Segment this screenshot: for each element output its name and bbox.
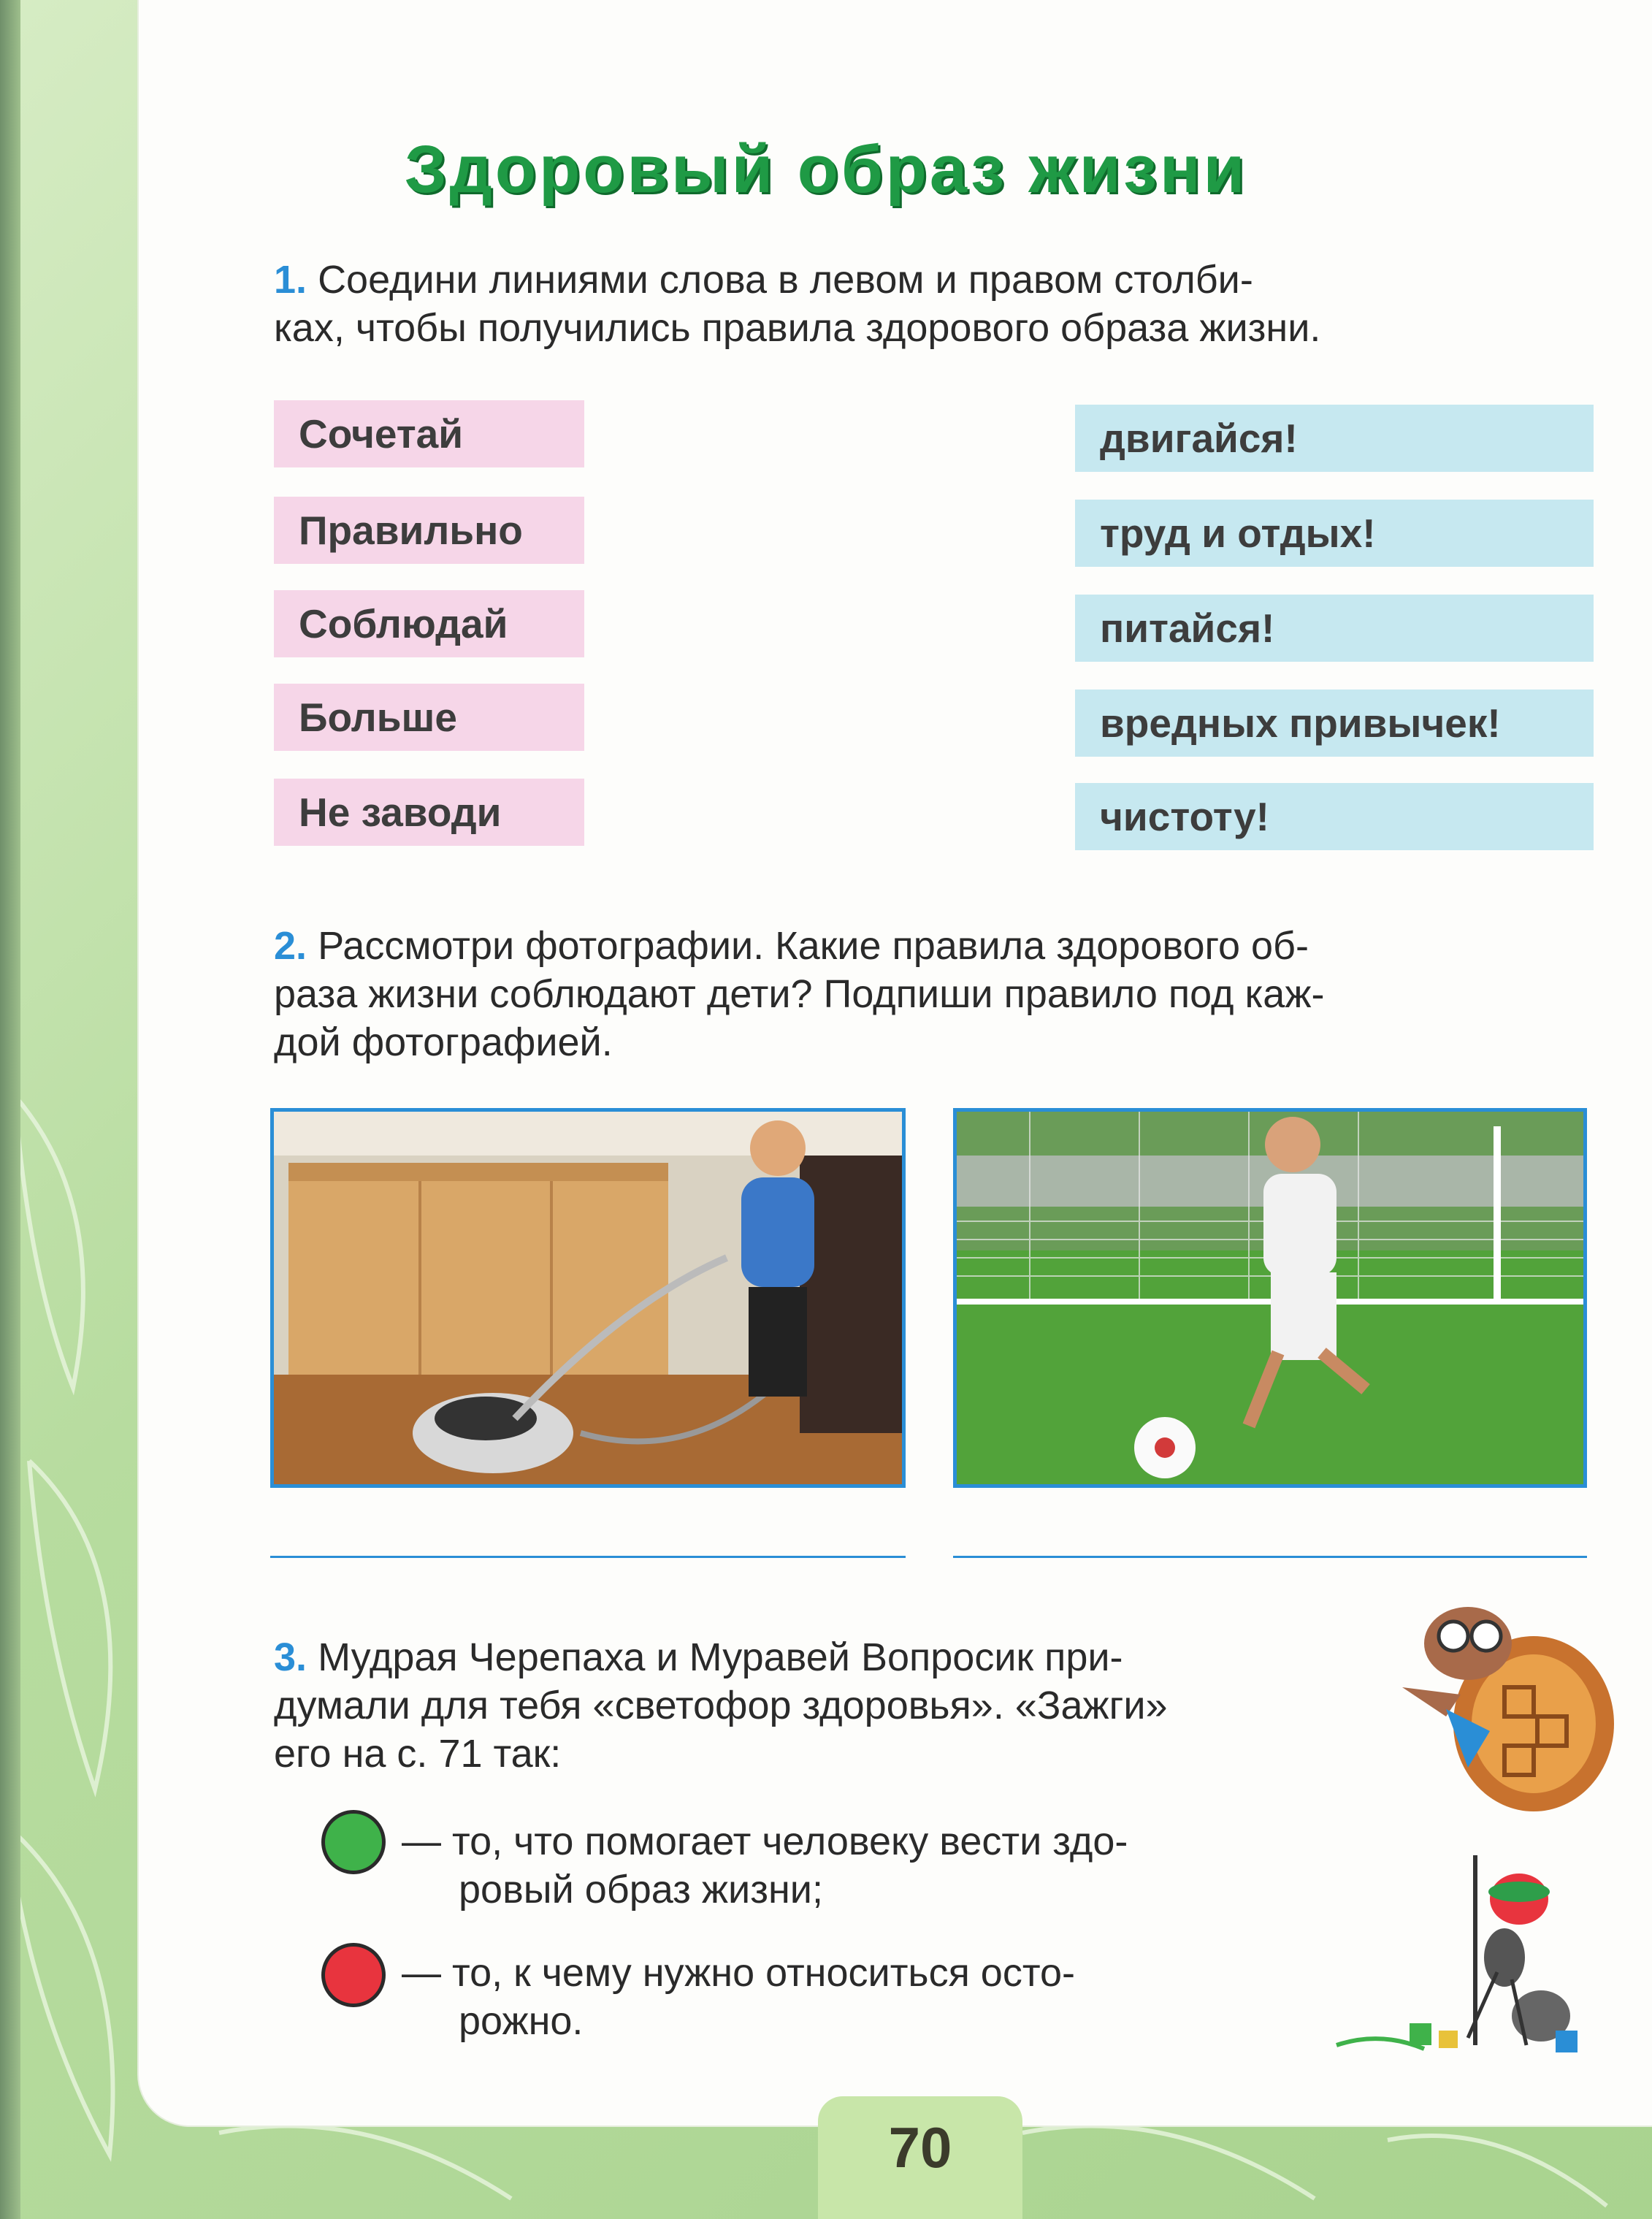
left-word-5[interactable]: Не заводи xyxy=(274,779,584,846)
task3-line1: Мудрая Черепаха и Муравей Вопросик при- xyxy=(318,1635,1123,1679)
green-light-text xyxy=(402,1817,1355,1914)
task1-line1: Соедини линиями слова в левом и правом столби- xyxy=(318,258,1253,302)
task3-number: 3. xyxy=(274,1635,307,1679)
task1-number: 1. xyxy=(274,258,307,302)
page-number: 70 xyxy=(888,2115,952,2180)
red-line1: — то, к чему нужно относиться осто- xyxy=(402,1951,1075,1995)
left-word-4[interactable]: Больше xyxy=(274,684,584,751)
right-word-3[interactable]: питайся! xyxy=(1075,595,1594,662)
football-illustration xyxy=(957,1112,1583,1484)
right-word-4[interactable]: вредных привычек! xyxy=(1075,690,1594,757)
red-light-text xyxy=(402,1949,1355,2045)
red-line2: рожно. xyxy=(459,1999,584,2043)
green-light-circle xyxy=(321,1810,386,1874)
task1-text xyxy=(274,256,1596,352)
right-word-2[interactable]: труд и отдых! xyxy=(1075,500,1594,567)
answer-line-1[interactable] xyxy=(270,1556,906,1558)
task2-line1: Рассмотри фотографии. Какие правила здорового об- xyxy=(318,924,1309,968)
task2-line2: раза жизни соблюдают дети? Подпиши правило под каж- xyxy=(274,972,1325,1016)
photo-vacuuming xyxy=(270,1108,906,1488)
task2-number: 2. xyxy=(274,924,307,968)
task3-text xyxy=(274,1633,1358,1778)
green-line1: — то, что помогает человеку вести здо- xyxy=(402,1819,1128,1863)
left-word-1[interactable]: Сочетай xyxy=(274,400,584,467)
right-word-1[interactable]: двигайся! xyxy=(1075,405,1594,472)
task2-line3: дой фотографией. xyxy=(274,1020,613,1064)
task3-line3: его на с. 71 так: xyxy=(274,1732,562,1776)
red-light-circle xyxy=(321,1943,386,2007)
answer-line-2[interactable] xyxy=(953,1556,1587,1558)
photo-football xyxy=(953,1108,1587,1488)
green-line2: ровый образ жизни; xyxy=(459,1868,823,1911)
task2-text xyxy=(274,922,1596,1066)
book-spine xyxy=(0,0,20,2219)
ant-character-icon xyxy=(1322,1848,1599,2060)
left-word-3[interactable]: Соблюдай xyxy=(274,590,584,657)
left-word-2[interactable]: Правильно xyxy=(274,497,584,564)
page-title: Здоровый образ жизни xyxy=(404,132,1248,207)
right-word-5[interactable]: чистоту! xyxy=(1075,783,1594,850)
vacuuming-illustration xyxy=(274,1112,902,1484)
task1-line2: ках, чтобы получились правила здорового образа жизни. xyxy=(274,306,1321,350)
turtle-character-icon xyxy=(1395,1585,1614,1833)
task3-line2: думали для тебя «светофор здоровья». «Зажги» xyxy=(274,1684,1168,1727)
